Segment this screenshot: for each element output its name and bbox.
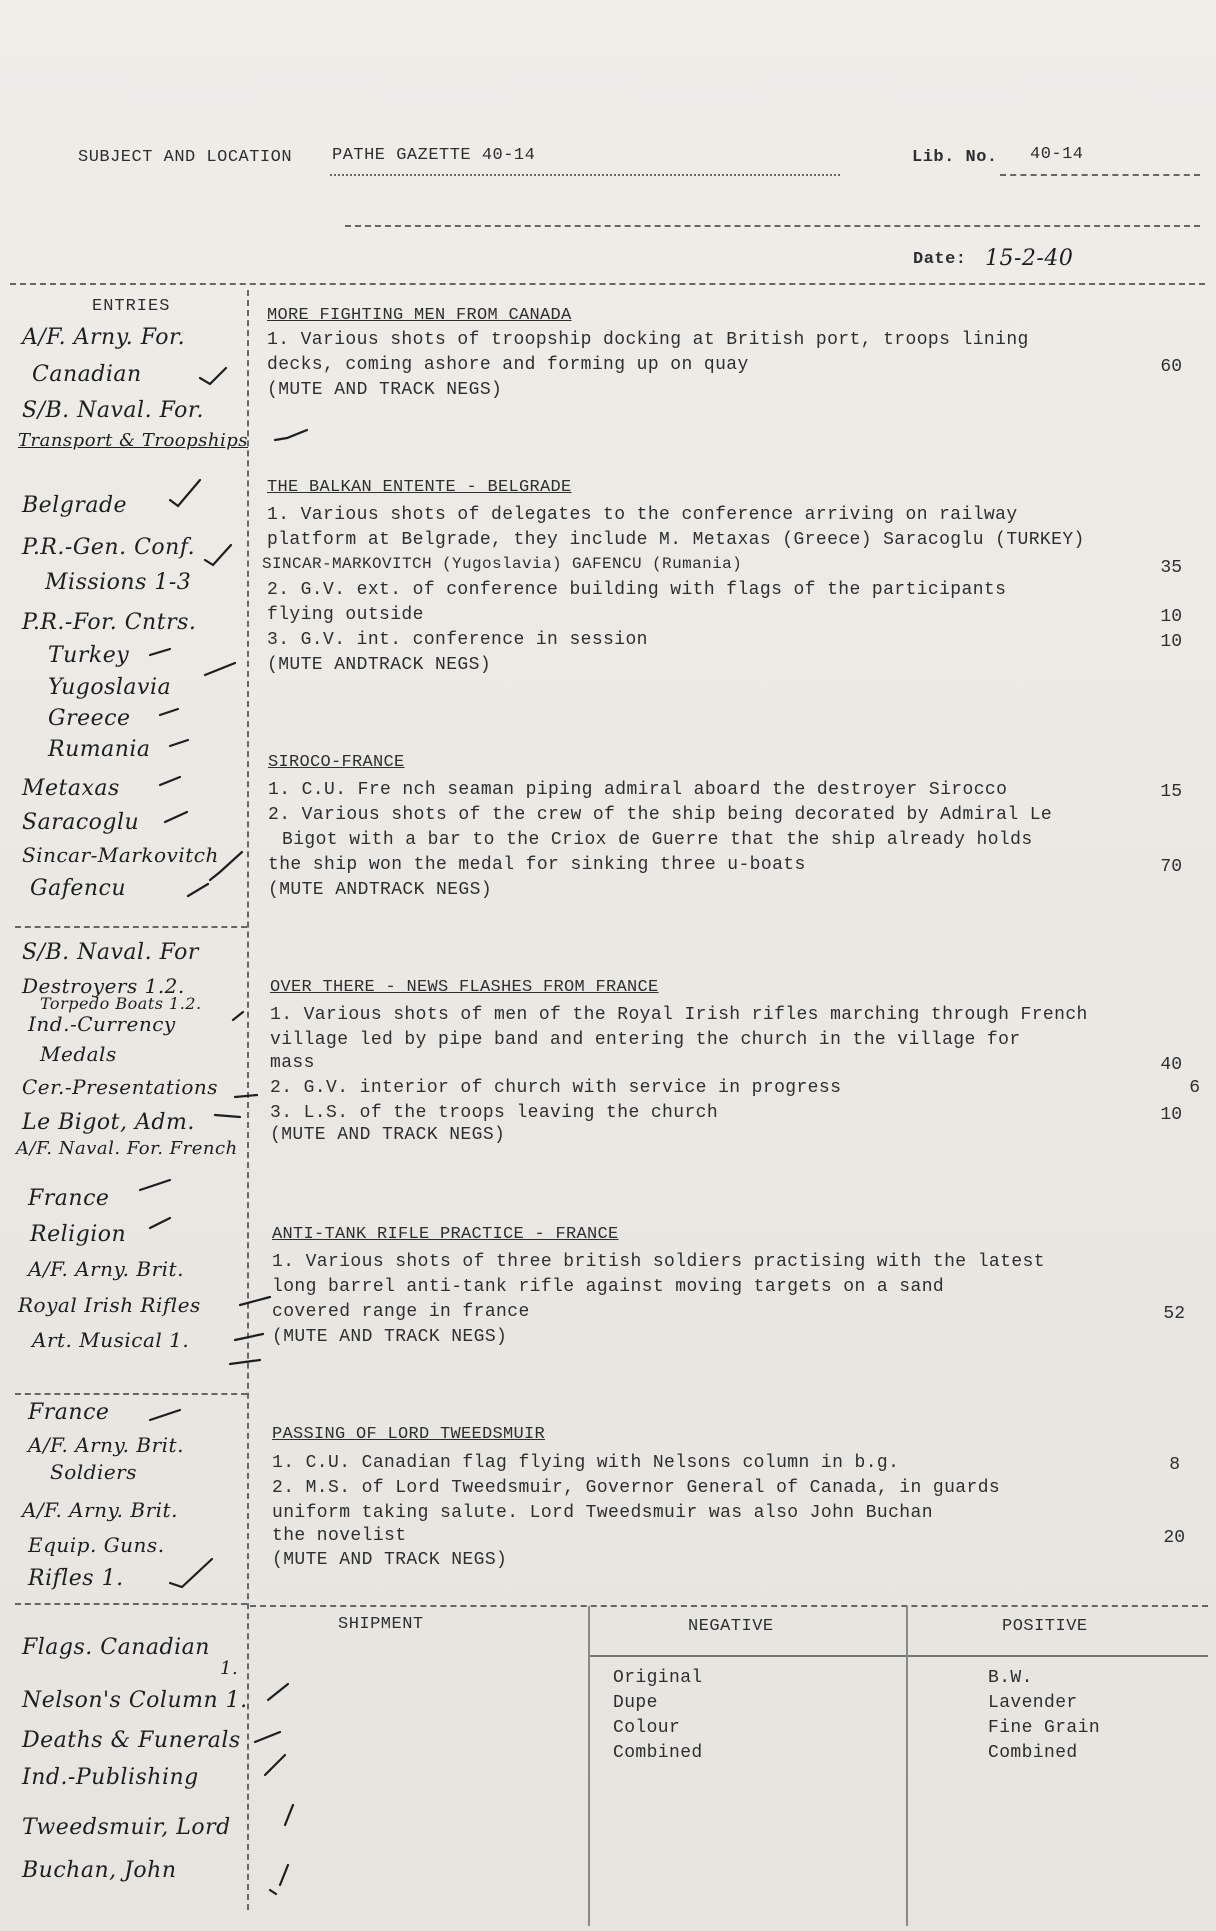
entry-item: Buchan, John — [22, 1858, 177, 1883]
section-line: covered range in france — [272, 1302, 530, 1322]
entry-item: Flags. Canadian — [22, 1635, 210, 1660]
entry-item: France — [28, 1400, 110, 1425]
positive-option: Combined — [988, 1743, 1078, 1763]
entry-item: Ind.-Publishing — [22, 1765, 199, 1790]
check-mark-icon — [165, 812, 187, 822]
entry-item: Canadian — [32, 362, 142, 387]
check-mark-icon — [230, 1360, 260, 1364]
section-line: mass — [270, 1053, 315, 1073]
check-mark-icon — [160, 777, 180, 785]
section-line: the ship won the medal for sinking three u-boats — [268, 855, 806, 875]
section-line: 1. Various shots of troopship docking at British port, troops lining — [267, 330, 1029, 350]
subject-value: PATHE GAZETTE 40-14 — [332, 146, 536, 165]
entry-item: A/F. Arny. Brit. — [28, 1257, 184, 1281]
section-line: (MUTE ANDTRACK NEGS) — [267, 655, 492, 675]
section-line: flying outside — [267, 605, 424, 625]
subject-label: SUBJECT AND LOCATION — [78, 148, 293, 167]
check-mark-icon — [170, 480, 200, 506]
entry-item: Gafencu — [30, 876, 127, 901]
section-line: uniform taking salute. Lord Tweedsmuir was also John Buchan — [272, 1503, 933, 1523]
entry-item: Cer.-Presentations — [22, 1075, 219, 1099]
negative-option: Colour — [613, 1718, 681, 1738]
section-line: 1. Various shots of delegates to the conference arriving on railway — [267, 505, 1018, 525]
section-line: 2. G.V. interior of church with service in progress — [270, 1078, 842, 1098]
check-mark-icon — [235, 1334, 263, 1340]
lib-value: 40-14 — [1030, 145, 1084, 164]
entry-item: A/F. Arny. Brit. — [28, 1433, 184, 1457]
footage-number: 10 — [1160, 1105, 1182, 1125]
entry-item: Destroyers 1.2. — [22, 974, 185, 998]
check-mark-icon — [215, 1115, 240, 1117]
check-mark-icon — [170, 1559, 212, 1587]
footage-number: 35 — [1160, 558, 1182, 578]
entries-title: ENTRIES — [92, 297, 171, 316]
entry-item: A/F. Naval. For. French — [16, 1138, 238, 1159]
entry-item: Ind.-Currency — [28, 1012, 176, 1036]
footage-number: 40 — [1160, 1055, 1182, 1075]
entry-item: Yugoslavia — [48, 675, 172, 700]
section-line: (MUTE AND TRACK NEGS) — [267, 380, 503, 400]
check-mark-icon — [200, 368, 226, 384]
check-mark-icon — [140, 1180, 170, 1190]
positive-option: Fine Grain — [988, 1718, 1101, 1738]
section-line: (MUTE AND TRACK NEGS) — [272, 1550, 508, 1570]
footage-number: 8 — [1169, 1455, 1180, 1475]
date-value: 15-2-40 — [985, 246, 1074, 271]
entry-item: A/F. Arny. For. — [22, 325, 186, 350]
check-mark-icon — [150, 1218, 170, 1228]
entry-item: Torpedo Boats 1.2. — [40, 994, 202, 1013]
footage-number: 6 — [1189, 1078, 1200, 1098]
entry-item: A/F. Arny. Brit. — [22, 1498, 178, 1522]
section-line: (MUTE AND TRACK NEGS) — [272, 1327, 508, 1347]
entry-item: Deaths & Funerals — [22, 1728, 241, 1753]
check-mark-icon — [265, 1755, 285, 1775]
section-title: MORE FIGHTING MEN FROM CANADA — [267, 306, 572, 325]
date-label: Date: — [913, 250, 967, 269]
section-line: decks, coming ashore and forming up on quay — [267, 355, 749, 375]
section-title: PASSING OF LORD TWEEDSMUIR — [272, 1425, 546, 1444]
check-mark-icon — [150, 1410, 180, 1420]
entry-item: Rifles 1. — [28, 1566, 124, 1591]
section-title: THE BALKAN ENTENTE - BELGRADE — [267, 478, 572, 497]
entry-item: Nelson's Column 1. — [22, 1688, 248, 1713]
positive-header: POSITIVE — [1002, 1617, 1088, 1636]
entry-item: Art. Musical 1. — [32, 1328, 190, 1352]
entry-item: Missions 1-3 — [45, 570, 192, 595]
section-line: SINCAR-MARKOVITCH (Yugoslavia) GAFENCU (Rumania) — [262, 555, 743, 573]
section-line: 2. M.S. of Lord Tweedsmuir, Governor General of Canada, in guards — [272, 1478, 1001, 1498]
section-line: (MUTE ANDTRACK NEGS) — [268, 880, 493, 900]
lib-label: Lib. No. — [912, 148, 998, 167]
section-line: 2. Various shots of the crew of the ship being decorated by Admiral Le — [268, 805, 1053, 825]
check-mark-icon — [233, 1012, 243, 1020]
check-mark-icon — [275, 430, 307, 440]
check-mark-icon — [235, 1095, 257, 1097]
entry-item: S/B. Naval. For. — [22, 398, 204, 423]
check-mark-icon — [270, 1865, 288, 1894]
entry-item: Tweedsmuir, Lord — [22, 1815, 231, 1840]
section-line: village led by pipe band and entering the church in the village for — [270, 1030, 1021, 1050]
section-title: OVER THERE - NEWS FLASHES FROM FRANCE — [270, 978, 659, 997]
check-mark-icon — [188, 884, 208, 896]
check-mark-icon — [150, 649, 170, 655]
entry-item: S/B. Naval. For — [22, 940, 199, 965]
shipment-header: SHIPMENT — [338, 1615, 424, 1634]
section-line: 2. G.V. ext. of conference building with flags of the participants — [267, 580, 1007, 600]
negative-option: Combined — [613, 1743, 703, 1763]
check-mark-icon — [205, 663, 235, 675]
check-mark-icon — [268, 1684, 288, 1700]
check-mark-icon — [205, 545, 231, 565]
entry-item: Sincar-Markovitch — [22, 843, 219, 867]
section-title: SIROCO-FRANCE — [268, 753, 405, 772]
footage-number: 70 — [1160, 857, 1182, 877]
footage-number: 15 — [1160, 782, 1182, 802]
section-line: 1. Various shots of men of the Royal Irish rifles marching through French — [270, 1005, 1088, 1025]
footage-number: 10 — [1160, 607, 1182, 627]
entry-item: Religion — [30, 1222, 127, 1247]
entry-item: Medals — [40, 1042, 117, 1066]
entry-item: Saracoglu — [22, 810, 140, 835]
section-line: 3. G.V. int. conference in session — [267, 630, 648, 650]
footage-number: 60 — [1160, 357, 1182, 377]
entry-item: Transport & Troopships — [18, 430, 248, 451]
section-line: platform at Belgrade, they include M. Metaxas (Greece) Saracoglu (TURKEY) — [267, 530, 1085, 550]
entry-item: Le Bigot, Adm. — [22, 1110, 195, 1135]
section-line: (MUTE AND TRACK NEGS) — [270, 1125, 506, 1145]
section-line: Bigot with a bar to the Criox de Guerre that the ship already holds — [282, 830, 1033, 850]
check-mark-icon — [255, 1732, 280, 1742]
entry-item: Belgrade — [22, 493, 128, 518]
negative-option: Dupe — [613, 1693, 658, 1713]
section-line: 1. C.U. Canadian flag flying with Nelsons column in b.g. — [272, 1453, 900, 1473]
check-mark-icon — [285, 1805, 293, 1825]
entry-item: Turkey — [48, 643, 130, 668]
check-mark-icon — [240, 1297, 270, 1305]
entry-item: Royal Irish Rifles — [18, 1293, 201, 1317]
entry-item: Equip. Guns. — [28, 1533, 165, 1557]
negative-option: Original — [613, 1668, 703, 1688]
entry-item: Rumania — [48, 737, 151, 762]
entry-item: P.R.-For. Cntrs. — [22, 610, 197, 635]
check-mark-icon — [170, 740, 188, 746]
entry-item: P.R.-Gen. Conf. — [22, 535, 196, 560]
footage-number: 20 — [1163, 1528, 1185, 1548]
negative-header: NEGATIVE — [688, 1617, 774, 1636]
entry-item: Greece — [48, 706, 131, 731]
section-line: 3. L.S. of the troops leaving the church — [270, 1103, 719, 1123]
entry-item: Metaxas — [22, 776, 120, 801]
check-mark-icon — [210, 852, 242, 880]
entry-item: France — [28, 1186, 110, 1211]
section-line: 1. C.U. Fre nch seaman piping admiral aboard the destroyer Sirocco — [268, 780, 1008, 800]
footage-number: 10 — [1160, 632, 1182, 652]
entry-item: 1. — [220, 1658, 239, 1679]
section-line: 1. Various shots of three british soldiers practising with the latest — [272, 1252, 1045, 1272]
positive-option: Lavender — [988, 1693, 1078, 1713]
entry-item: Soldiers — [50, 1460, 137, 1484]
section-line: long barrel anti-tank rifle against moving targets on a sand — [272, 1277, 945, 1297]
section-title: ANTI-TANK RIFLE PRACTICE - FRANCE — [272, 1225, 619, 1244]
positive-option: B.W. — [988, 1668, 1033, 1688]
section-line: the novelist — [272, 1526, 407, 1546]
footage-number: 52 — [1163, 1304, 1185, 1324]
check-mark-icon — [160, 709, 178, 715]
